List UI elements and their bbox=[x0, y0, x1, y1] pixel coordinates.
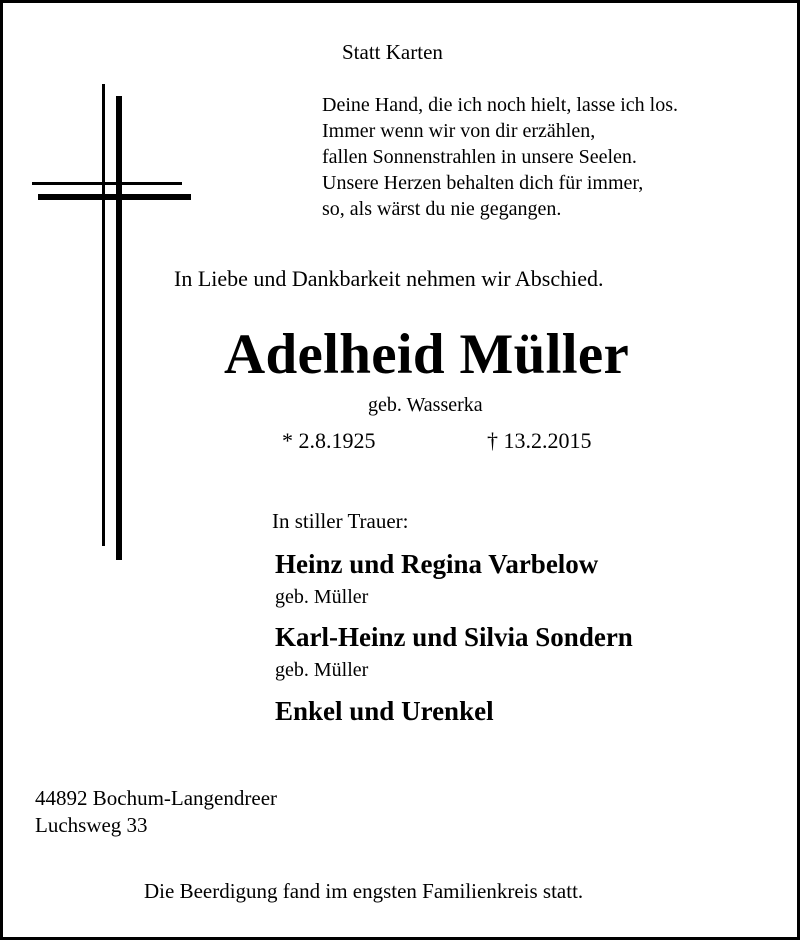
address-street: Luchsweg 33 bbox=[35, 813, 148, 837]
address-city: 44892 Bochum-Langendreer bbox=[35, 786, 278, 810]
family-name: Karl-Heinz und Silvia Sondern bbox=[275, 622, 633, 652]
birth-date: * 2.8.1925 bbox=[282, 428, 376, 453]
maiden-name: geb. Wasserka bbox=[368, 394, 483, 416]
cross-vertical-bar-right bbox=[116, 96, 122, 560]
deceased-name: Adelheid Müller bbox=[224, 323, 630, 386]
family-note: geb. Müller bbox=[275, 586, 369, 608]
death-date: † 13.2.2015 bbox=[487, 428, 592, 453]
poem-line: fallen Sonnenstrahlen in unsere Seelen. bbox=[322, 146, 637, 168]
cross-horizontal-bar-top bbox=[32, 182, 182, 185]
intro-text: Statt Karten bbox=[342, 40, 443, 64]
cross-horizontal-bar-bottom bbox=[38, 194, 191, 200]
poem-line: so, als wärst du nie gegangen. bbox=[322, 198, 562, 220]
cross-icon bbox=[28, 84, 198, 560]
poem-line: Deine Hand, die ich noch hielt, lasse ich los. bbox=[322, 94, 679, 116]
poem bbox=[322, 92, 678, 222]
family-name: Heinz und Regina Varbelow bbox=[275, 549, 599, 579]
poem-line: Immer wenn wir von dir erzählen, bbox=[322, 120, 596, 142]
family-note: geb. Müller bbox=[275, 659, 369, 681]
funeral-note: Die Beerdigung fand im engsten Familienkreis statt. bbox=[144, 879, 584, 903]
farewell-text: In Liebe und Dankbarkeit nehmen wir Abschied. bbox=[174, 266, 604, 291]
cross-vertical-bar-left bbox=[102, 84, 105, 546]
family-name: Enkel und Urenkel bbox=[275, 696, 494, 726]
mourners-heading: In stiller Trauer: bbox=[272, 509, 409, 533]
poem-line: Unsere Herzen behalten dich für immer, bbox=[322, 172, 644, 194]
